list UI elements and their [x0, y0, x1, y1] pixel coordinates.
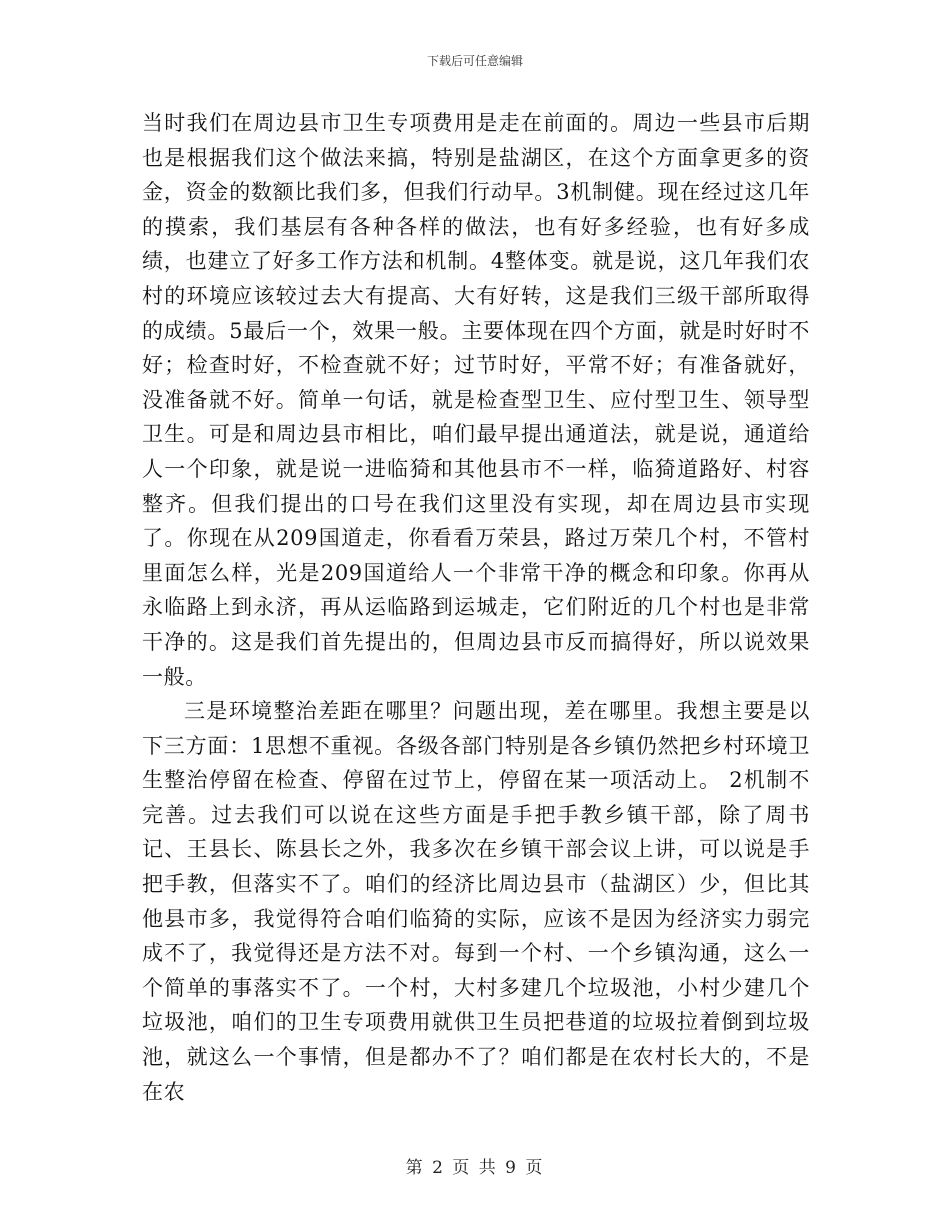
header-note: 下载后可任意编辑	[426, 54, 523, 68]
page-footer	[0, 1153, 950, 1178]
page-number: 第 2 页 共 9 页	[405, 1158, 545, 1178]
paragraph-2: 三是环境整治差距在哪里？问题出现，差在哪里。我想主要是以下三方面：1思想不重视。各级各部门特别是各乡镇仍然把乡村环境卫生整治停留在检查、停留在过节上，停留在某一项活动上。 2机制不完善。过去我们可以说在这些方面是手把手教乡镇干部，除了周书记、王县长、陈县长之外，我多次在乡镇干部会议上讲，可以说是手把手教，但落实不了。咱们的经济比周边县市（盐湖区）少，但比其他县市多，我觉得符合咱们临猗的实际，应该不是因为经济实力弱完成不了，我觉得还是方法不对。每到一个村、一个乡镇沟通，这么一个简单的事落实不了。一个村，大村多建几个垃圾池，小村少建几个垃圾池，咱们的卫生专项费用就供卫生员把巷道的垃圾拉着倒到垃圾池，就这么一个事情，但是都办不了？咱们都是在农村长大的，不是在农	[142, 699, 810, 1104]
document-body	[142, 106, 810, 1109]
page-header	[0, 52, 950, 69]
paragraph-1: 当时我们在周边县市卫生专项费用是走在前面的。周边一些县市后期也是根据我们这个做法来搞，特别是盐湖区，在这个方面拿更多的资金，资金的数额比我们多，但我们行动早。3机制健。现在经过这几年的摸索，我们基层有各种各样的做法，也有好多经验，也有好多成绩，也建立了好多工作方法和机制。4整体变。就是说，这几年我们农村的环境应该较过去大有提高、大有好转，这是我们三级干部所取得的成绩。5最后一个，效果一般。主要体现在四个方面，就是时好时不好；检查时好，不检查就不好；过节时好，平常不好；有准备就好，没准备就不好。简单一句话，就是检查型卫生、应付型卫生、领导型卫生。可是和周边县市相比，咱们最早提出通道法，就是说，通道给人一个印象，就是说一进临猗和其他县市不一样，临猗道路好、村容整齐。但我们提出的口号在我们这里没有实现，却在周边县市实现了。你现在从209国道走，你看看万荣县，路过万荣几个村，不管村里面怎么样，光是209国道给人一个非常干净的概念和印象。你再从永临路上到永济，再从运临路到运城走，它们附近的几个村也是非常干净的。这是我们首先提出的，但周边县市反而搞得好，所以说效果一般。	[142, 111, 810, 689]
